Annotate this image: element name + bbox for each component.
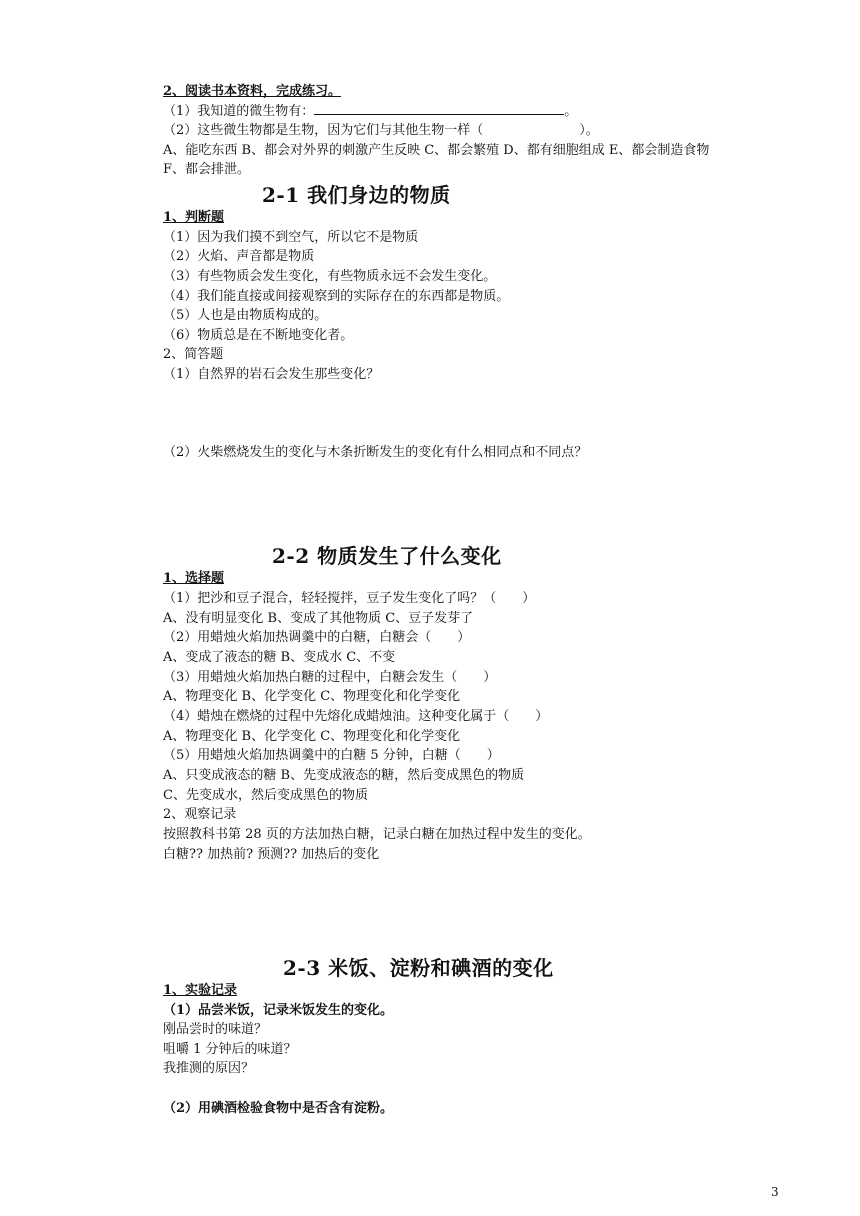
lesson-title: 2-2 物质发生了什么变化 [272, 544, 502, 568]
section-heading: 1、选择题 [163, 571, 225, 586]
record-line: 咀嚼 1 分钟后的味道？ [163, 1042, 297, 1057]
short-question: （2）火柴燃烧发生的变化与木条折断发生的变化有什么相同点和不同点？ [163, 445, 588, 460]
choice-line: C、先变成水，然后变成黑色的物质 [163, 788, 368, 803]
options-line: F、都会排泄。 [163, 162, 251, 177]
question-line [163, 122, 599, 140]
record-line: 刚品尝时的味道？ [163, 1022, 268, 1037]
choice-line: A、变成了液态的糖 B、变成水 C、不变 [163, 650, 396, 665]
section-heading: 1、判断题 [163, 210, 225, 225]
choice-line: （5）用蜡烛火焰加热调羹中的白糖 5 分钟，白糖（ ） [163, 748, 500, 763]
question-suffix: 。 [564, 104, 578, 119]
section-heading: 2、简答题 [163, 347, 224, 362]
page-number: 3 [771, 1185, 779, 1199]
short-question: （1）自然界的岩石会发生那些变化？ [163, 367, 380, 382]
question-text: （1）我知道的微生物有： [163, 104, 315, 119]
experiment-question: （1）品尝米饭，记录米饭发生的变化。 [163, 1003, 394, 1018]
section-heading: 1、实验记录 [163, 983, 238, 998]
choice-line: A、只变成液态的糖 B、先变成液态的糖，然后变成黑色的物质 [163, 768, 525, 783]
options-line: A、能吃东西 B、都会对外界的刺激产生反映 C、都会繁殖 D、都有细胞组成 E、都会制造食物 [163, 143, 710, 158]
instruction-line: 按照教科书第 28 页的方法加热白糖，记录白糖在加热过程中发生的变化。 [163, 827, 591, 842]
section-heading: 2、阅读书本资料，完成练习。 [163, 84, 342, 99]
experiment-question: （2）用碘酒检验食物中是否含有淀粉。 [163, 1101, 394, 1116]
record-line: 我推测的原因？ [163, 1061, 255, 1076]
question-line [163, 102, 577, 121]
lesson-title: 2-1 我们身边的物质 [262, 183, 451, 207]
choice-line: A、物理变化 B、化学变化 C、物理变化和化学变化 [163, 689, 461, 704]
choice-line: （1）把沙和豆子混合，轻轻搅拌，豆子发生变化了吗？（ ） [163, 591, 536, 606]
question-suffix: ）。 [579, 123, 599, 138]
answer-blank [314, 102, 564, 115]
choice-line: （3）用蜡烛火焰加热白糖的过程中，白糖会发生（ ） [163, 670, 497, 685]
choice-line: A、没有明显变化 B、变成了其他物质 C、豆子发芽了 [163, 611, 474, 626]
judge-item: （3）有些物质会发生变化，有些物质永远不会发生变化。 [163, 269, 497, 284]
judge-item: （4）我们能直接或间接观察到的实际存在的东西都是物质。 [163, 289, 510, 304]
judge-item: （1）因为我们摸不到空气，所以它不是物质 [163, 230, 419, 245]
choice-line: A、物理变化 B、化学变化 C、物理变化和化学变化 [163, 729, 461, 744]
judge-item: （2）火焰、声音都是物质 [163, 249, 315, 264]
judge-item: （5）人也是由物质构成的。 [163, 308, 328, 323]
section-heading: 2、观察记录 [163, 807, 237, 822]
choice-line: （2）用蜡烛火焰加热调羹中的白糖，白糖会（ ） [163, 630, 471, 645]
question-text: （2）这些微生物都是生物，因为它们与其他生物一样（ [163, 123, 484, 138]
choice-line: （4）蜡烛在燃烧的过程中先熔化成蜡烛油。这种变化属于（ ） [163, 709, 549, 724]
record-header: 白糖?? 加热前? 预测?? 加热后的变化 [163, 847, 380, 862]
lesson-title: 2-3 米饭、淀粉和碘酒的变化 [283, 956, 554, 980]
judge-item: （6）物质总是在不断地变化者。 [163, 328, 354, 343]
